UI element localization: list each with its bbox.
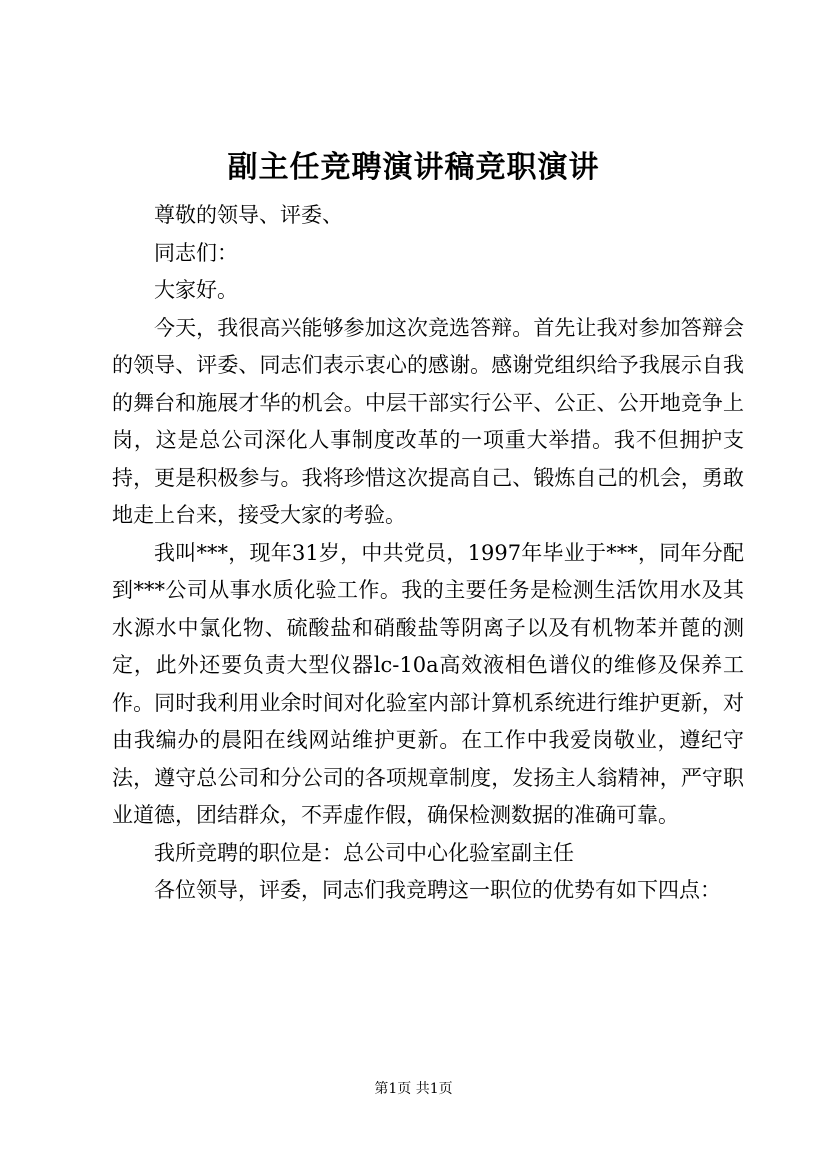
- greeting-line: 大家好。: [154, 278, 238, 302]
- salutation-line-2: 同志们：: [154, 240, 238, 265]
- body-paragraph-intro: 今天，我很高兴能够参加这次竞选答辩。首先让我对参加答辩会的领导、评委、同志们表示衷心的感谢。感谢党组织给予我展示自我的舞台和施展才华的机会。中层干部实行公平、公正、公开地竞争上岗，这是总公司深化人事制度改革的一项重大举措。我不但拥护支持，更是积极参与。我将珍惜这次提高自己、锻炼自己的机会，勇敢地走上台来，接受大家的考验。: [112, 315, 744, 527]
- body-paragraph-advantages: 各位领导，评委，同志们我竞聘这一职位的优势有如下四点：: [154, 878, 721, 902]
- page-footer: 第1页 共1页: [374, 1081, 453, 1097]
- document-title: 副主任竞聘演讲稿竞职演讲: [227, 150, 600, 185]
- salutation-line-1: 尊敬的领导、评委、: [154, 203, 343, 227]
- document-body: [112, 197, 744, 910]
- body-paragraph-position: 我所竞聘的职位是：总公司中心化验室副主任: [154, 840, 574, 865]
- body-paragraph-background: 我叫***，现年31岁，中共党员，1997年毕业于***，同年分配到***公司从事水质化验工作。我的主要任务是检测生活饮用水及其水源水中氯化物、硫酸盐和硝酸盐等阴离子以及有机物苯并蓖的测定，此外还要负责大型仪器lc-10a高效液相色谱仪的维修及保养工作。同时我利用业余时间对化验室内部计算机系统进行维护更新，对由我编办的晨阳在线网站维护更新。在工作中我爱岗敬业，遵纪守法，遵守总公司和分公司的各项规章制度，发扬主人翁精神，严守职业道德，团结群众，不弄虚作假，确保检测数据的准确可靠。: [112, 540, 744, 827]
